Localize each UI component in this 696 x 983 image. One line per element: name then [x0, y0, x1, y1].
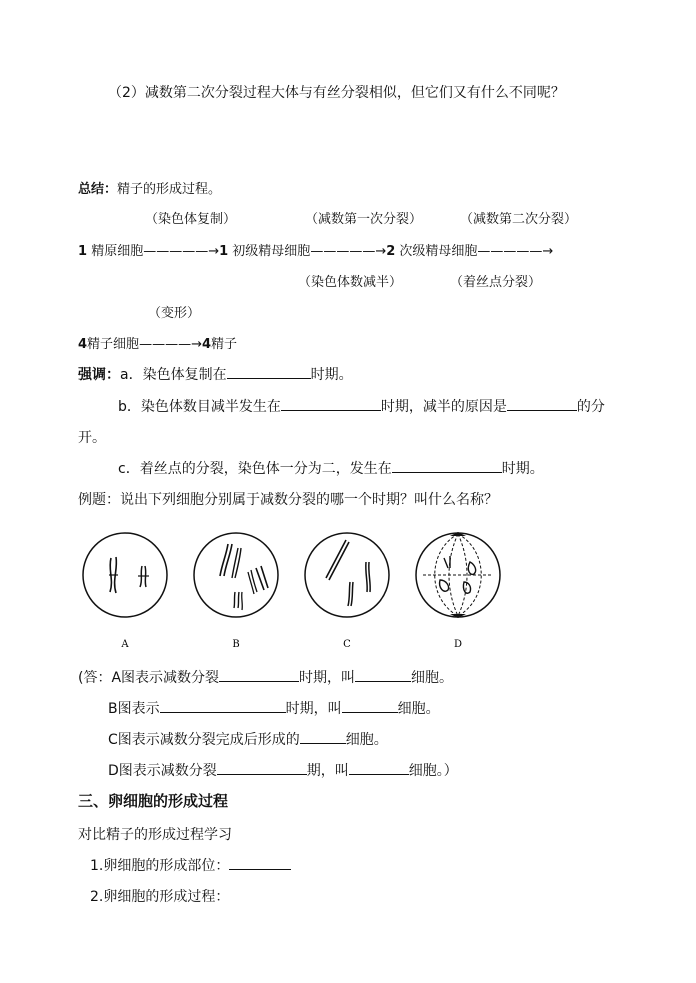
emphasis-c: [118, 458, 544, 478]
cell-a-diagram: [83, 533, 167, 617]
count-1: 1: [78, 244, 88, 259]
emphasis-b-cont: 开。: [78, 430, 106, 446]
arrow-2: —————→: [310, 244, 387, 259]
figure-label-b: B: [232, 639, 240, 650]
answer-b-post: 细胞。: [397, 701, 440, 717]
count-2: 1: [219, 244, 229, 259]
item-1-text: 1.卵细胞的形成部位：: [90, 858, 230, 874]
arrow-4: ————→: [139, 337, 202, 352]
step-label-deform: （变形）: [148, 306, 201, 321]
emphasis-b-post: 的分: [576, 399, 605, 415]
cell-primary-spermatocyte: 初级精母细胞: [232, 244, 311, 259]
answer-d: [108, 760, 458, 780]
emphasis-c-post: 时期。: [501, 461, 544, 477]
summary-line: [78, 178, 221, 197]
section-3-heading: 三、卵细胞的形成过程: [78, 792, 229, 810]
cell-spermatid: 精子细胞: [87, 337, 140, 352]
emphasis-b-text: b．染色体数目减半发生在: [118, 399, 281, 415]
answer-b-mid: 时期，叫: [285, 701, 342, 717]
cell-sperm: 精子: [211, 337, 238, 352]
step-label-halving: （染色体数减半）: [298, 275, 403, 290]
blank-b1[interactable]: [281, 396, 381, 411]
blank-answer-b1[interactable]: [160, 698, 286, 713]
cell-diagrams-figure: [78, 520, 518, 655]
blank-answer-d2[interactable]: [349, 760, 409, 775]
blank-answer-a1[interactable]: [219, 667, 299, 682]
answer-b-text: B图表示: [108, 701, 160, 717]
cell-spermatogonium: 精原细胞: [91, 244, 144, 259]
answer-a-post: 细胞。: [411, 670, 454, 686]
question-2: （2）减数第二次分裂过程大体与有丝分裂相似，但它们又有什么不同呢？: [108, 85, 565, 101]
emphasis-a-post: 时期。: [310, 367, 353, 383]
blank-answer-d1[interactable]: [217, 760, 307, 775]
flow-row-1: [78, 240, 553, 259]
answer-a-mid: 时期，叫: [299, 670, 356, 686]
step-label-replication: （染色体复制）: [145, 212, 237, 227]
answer-b: [108, 698, 440, 718]
blank-item-1[interactable]: [229, 855, 291, 870]
answer-d-text: D图表示减数分裂: [108, 763, 217, 779]
figure-label-c: C: [343, 639, 351, 650]
section-3-intro: 对比精子的形成过程学习: [78, 827, 232, 843]
emphasis-b: [118, 396, 605, 416]
blank-answer-a2[interactable]: [355, 667, 411, 682]
emphasis-a-text: a．染色体复制在: [120, 367, 227, 383]
figure-label-d: D: [453, 639, 463, 650]
step-label-centromere-split: （着丝点分裂）: [450, 275, 542, 290]
blank-answer-c[interactable]: [300, 729, 346, 744]
count-4a: 4: [78, 337, 88, 352]
answer-c-post: 细胞。: [345, 732, 388, 748]
answer-d-post: 细胞。）: [408, 763, 458, 779]
summary-label: 总结：: [78, 182, 118, 197]
step-label-meiosis-2: （减数第二次分裂）: [460, 212, 578, 227]
count-3: 2: [386, 244, 396, 259]
example-question: 说出下列细胞分别属于减数分裂的哪一个时期？叫什么名称？: [120, 492, 498, 508]
section-3-item-2: 2.卵细胞的形成过程：: [90, 889, 230, 905]
blank-a[interactable]: [227, 364, 311, 379]
step-label-meiosis-1: （减数第一次分裂）: [305, 212, 423, 227]
figure-label-a: A: [121, 639, 129, 650]
arrow-3: —————→: [477, 244, 554, 259]
answer-c: [108, 729, 388, 749]
emphasis-label: 强调：: [78, 367, 120, 383]
section-3-item-1: [90, 855, 291, 875]
answer-a-text: (答：A图表示减数分裂: [78, 670, 220, 686]
arrow-1: —————→: [143, 244, 220, 259]
answer-c-text: C图表示减数分裂完成后形成的: [108, 732, 300, 748]
blank-b2[interactable]: [507, 396, 577, 411]
flow-row-2: [78, 333, 237, 352]
example-label: 例题：: [78, 492, 120, 508]
count-4b: 4: [201, 337, 212, 352]
cell-secondary-spermatocyte: 次级精母细胞: [399, 244, 478, 259]
summary-text: 精子的形成过程。: [117, 182, 222, 197]
cell-b-diagram: [194, 533, 278, 617]
blank-answer-b2[interactable]: [342, 698, 398, 713]
emphasis-b-mid: 时期，减半的原因是: [380, 399, 507, 415]
cell-d-diagram: [416, 532, 500, 618]
blank-c[interactable]: [392, 458, 502, 473]
cell-c-diagram: [305, 533, 389, 617]
emphasis-a: [78, 364, 353, 384]
emphasis-c-text: c．着丝点的分裂，染色体一分为二，发生在: [118, 461, 392, 477]
example-line: [78, 489, 498, 509]
answer-d-mid: 期，叫: [306, 763, 349, 779]
answer-a: [78, 667, 453, 687]
